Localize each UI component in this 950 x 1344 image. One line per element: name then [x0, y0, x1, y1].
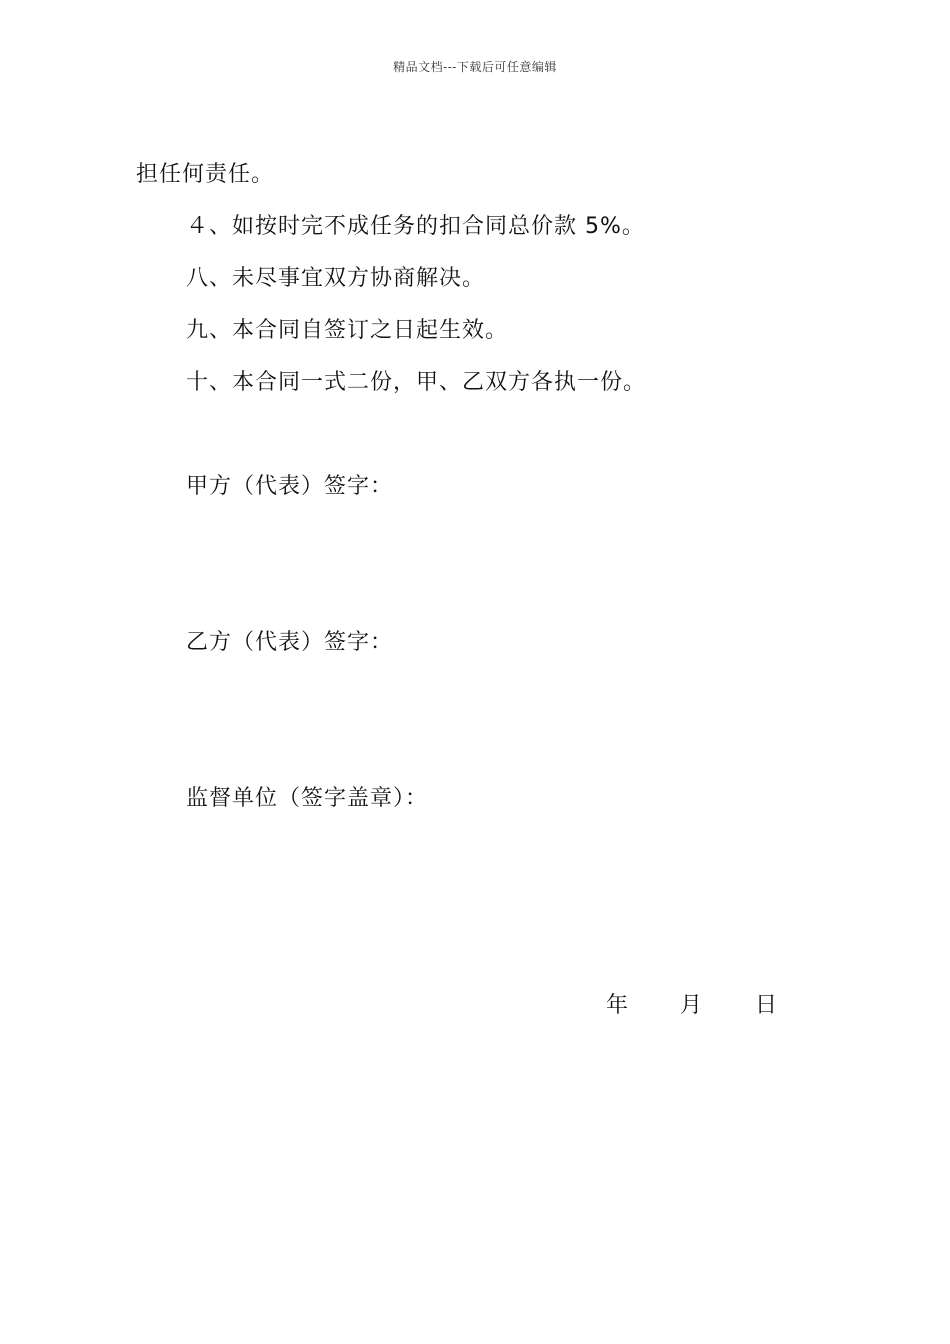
page-header: 精品文档---下载后可任意编辑	[393, 60, 557, 74]
supervisor-signature-label: 监督单位（签字盖章）：	[186, 786, 429, 811]
date-day-label: 日	[755, 993, 778, 1018]
body-line-item-4: ４、如按时完不成任务的扣合同总价款 5%。	[186, 214, 645, 239]
party-a-signature-label: 甲方（代表）签字：	[186, 474, 394, 499]
date-month-label: 月	[680, 993, 703, 1018]
body-line-article-9: 九、本合同自签订之日起生效。	[186, 318, 509, 343]
party-b-signature-label: 乙方（代表）签字：	[186, 630, 394, 655]
date-year-label: 年	[606, 993, 629, 1018]
body-line-article-8: 八、未尽事宜双方协商解决。	[186, 266, 486, 291]
body-line-continuation: 担任何责任。	[136, 162, 275, 187]
body-line-article-10: 十、本合同一式二份，甲、乙双方各执一份。	[186, 370, 647, 395]
